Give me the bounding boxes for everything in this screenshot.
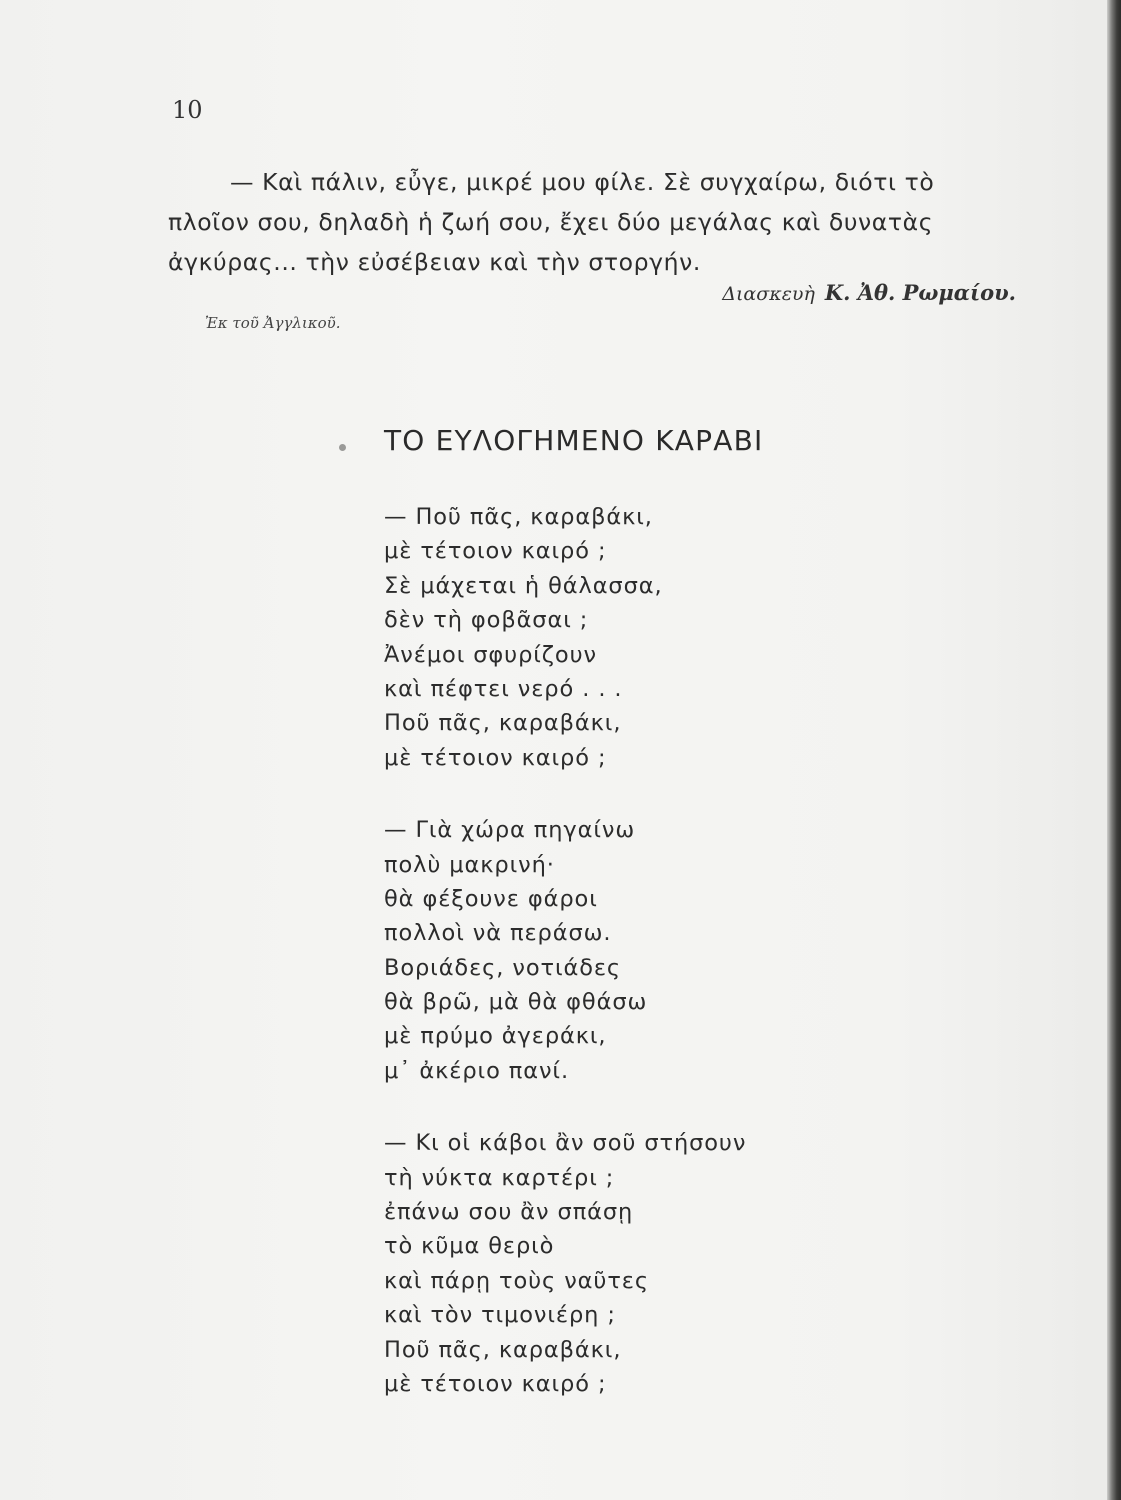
print-speck <box>339 444 346 451</box>
poem-line: καὶ πάρῃ τοὺς ναῦτες <box>384 1267 649 1294</box>
page-number: 10 <box>172 96 203 124</box>
poem-line: μὲ τέτοιον καιρό ; <box>384 1370 607 1397</box>
poem-line: καὶ πέφτει νερό . . . <box>384 675 623 702</box>
poem-line: τὸ κῦμα θεριὸ <box>384 1233 555 1260</box>
prose-line: πλοῖον σου, δηλαδὴ ἡ ζωή σου, ἔχει δύο μεγάλας καὶ δυνατὰς <box>168 208 934 236</box>
poem <box>384 500 746 1439</box>
poem-stanza <box>384 500 746 775</box>
poem-line: τὴ νύκτα καρτέρι ; <box>384 1164 615 1191</box>
page-binding-edge <box>1107 0 1121 1500</box>
poem-line: πολλοὶ νὰ περάσω. <box>384 920 612 947</box>
poem-line: μὲ τέτοιον καιρό ; <box>384 538 607 565</box>
prose-paragraph <box>168 162 1038 282</box>
poem-line: καὶ τὸν τιμονιέρη ; <box>384 1302 616 1329</box>
poem-line: μὲ τέτοιον καιρό ; <box>384 744 607 771</box>
poem-line: — Κι οἱ κάβοι ἂν σοῦ στήσουν <box>384 1130 747 1157</box>
poem-line: δὲν τὴ φοβᾶσαι ; <box>384 607 589 634</box>
poem-line: μὲ πρύμο ἀγεράκι, <box>384 1023 607 1050</box>
poem-line: ἐπάνω σου ἂν σπάσῃ <box>384 1199 634 1226</box>
source-note: Ἐκ τοῦ Ἀγγλικοῦ. <box>205 314 341 332</box>
poem-line: — Γιὰ χώρα πηγαίνω <box>384 817 636 844</box>
poem-line: Σὲ μάχεται ἡ θάλασσα, <box>384 572 663 599</box>
adaptation-credit <box>722 280 1016 305</box>
prose-line: ἀγκύρας... τὴν εὐσέβειαν καὶ τὴν στοργήν. <box>168 248 701 276</box>
poem-line: θὰ βρῶ, μὰ θὰ φθάσω <box>384 989 648 1016</box>
poem-line: — Ποῦ πᾶς, καραβάκι, <box>384 504 653 530</box>
adapter-name: Κ. Ἀθ. Ρωμαίου. <box>824 280 1016 305</box>
adaptation-label: Διασκευὴ <box>722 283 815 305</box>
poem-line: πολὺ μακρινή· <box>384 851 555 878</box>
prose-line: — Καὶ πάλιν, εὖγε, μικρέ μου φίλε. Σὲ συγχαίρω, διότι τὸ <box>230 168 935 196</box>
poem-line: μ᾽ ἀκέριο πανί. <box>384 1057 569 1084</box>
poem-title: ΤΟ ΕΥΛΟΓΗΜΕΝΟ ΚΑΡΑΒΙ <box>384 424 764 457</box>
poem-line: θὰ φέξουνε φάροι <box>384 885 598 912</box>
poem-stanza <box>384 813 746 1088</box>
poem-line: Βοριάδες, νοτιάδες <box>384 954 622 981</box>
poem-stanza <box>384 1126 746 1401</box>
poem-line: Ποῦ πᾶς, καραβάκι, <box>384 1336 622 1363</box>
poem-line: Ποῦ πᾶς, καραβάκι, <box>384 710 622 737</box>
poem-line: Ἀνέμοι σφυρίζουν <box>384 641 597 668</box>
